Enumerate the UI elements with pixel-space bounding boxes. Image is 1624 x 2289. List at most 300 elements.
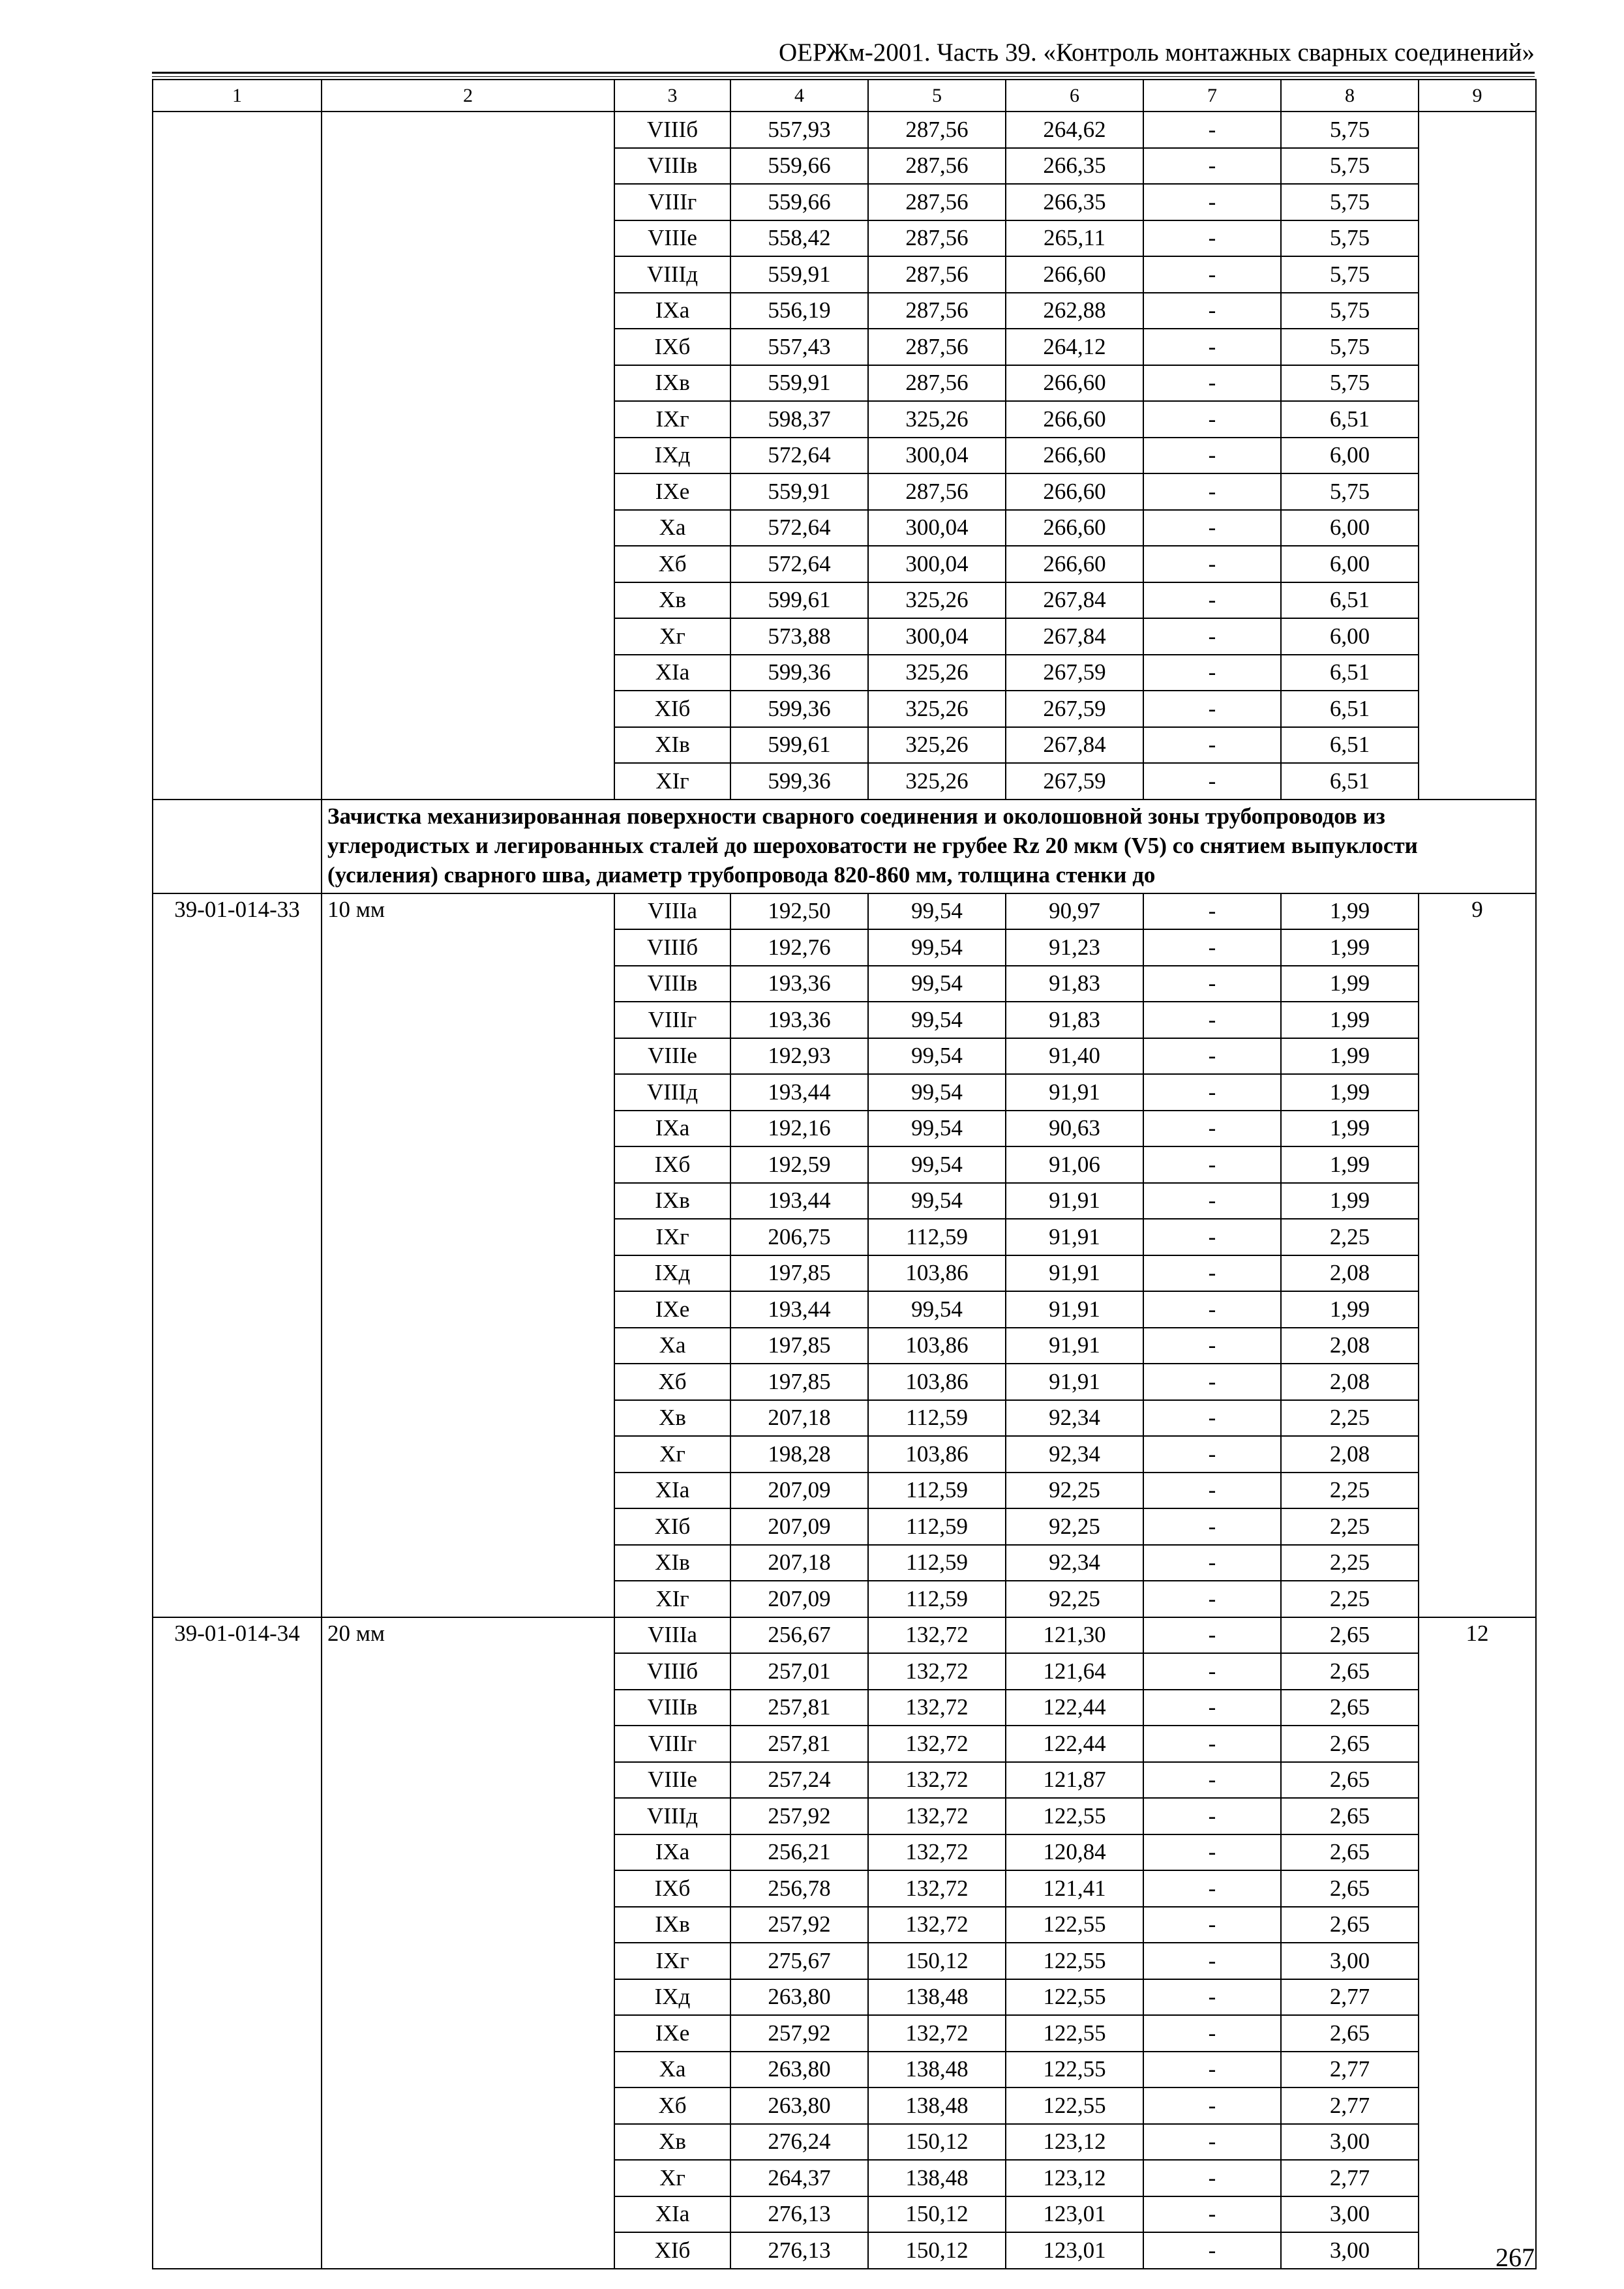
col6-cell: 91,23 xyxy=(1006,929,1143,966)
table-row xyxy=(153,112,1536,148)
page-number: 267 xyxy=(1496,2243,1535,2272)
tariff-category-cell: IXг xyxy=(614,401,730,438)
col8-cell: 6,51 xyxy=(1281,763,1419,800)
col8-cell: 1,99 xyxy=(1281,893,1419,930)
col6-cell: 266,60 xyxy=(1006,473,1143,510)
col8-cell: 2,77 xyxy=(1281,2052,1419,2088)
wall-thickness-cell: 20 мм xyxy=(322,1617,614,2269)
tariff-category-cell: VIIIа xyxy=(614,1617,730,1654)
section-description: Зачистка механизированная поверхности сварного соединения и околошовной зоны трубопроводов из углеродистых и легированных сталей до шероховатости не грубее Rz 20 мкм (V5) со снятием выпуклости (усиления) сварного шва, диаметр трубопровода 820-860 мм, толщина стенки до xyxy=(322,800,1536,893)
col5-cell: 99,54 xyxy=(868,1074,1006,1111)
col8-cell: 5,75 xyxy=(1281,473,1419,510)
tariff-category-cell: XIб xyxy=(614,1508,730,1545)
col6-cell: 265,11 xyxy=(1006,220,1143,257)
col4-cell: 276,13 xyxy=(730,2232,868,2269)
col8-cell: 2,65 xyxy=(1281,1617,1419,1654)
tariff-category-cell: VIIIб xyxy=(614,1653,730,1690)
col6-cell: 91,91 xyxy=(1006,1219,1143,1255)
col8-cell: 5,75 xyxy=(1281,329,1419,365)
col5-cell: 112,59 xyxy=(868,1473,1006,1509)
col6-cell: 91,91 xyxy=(1006,1255,1143,1292)
col8-cell: 1,99 xyxy=(1281,1183,1419,1219)
column-number-9: 9 xyxy=(1419,80,1536,112)
col5-cell: 287,56 xyxy=(868,256,1006,293)
col4-cell: 207,09 xyxy=(730,1473,868,1509)
col6-cell: 123,01 xyxy=(1006,2232,1143,2269)
col8-cell: 5,75 xyxy=(1281,365,1419,402)
col8-cell: 2,65 xyxy=(1281,1762,1419,1799)
col8-cell: 1,99 xyxy=(1281,1002,1419,1038)
col7-cell: - xyxy=(1143,691,1281,727)
col5-cell: 150,12 xyxy=(868,1943,1006,1979)
tariff-category-cell: VIIIв xyxy=(614,148,730,185)
col9-cell-empty xyxy=(1419,112,1536,800)
tariff-category-cell: XIб xyxy=(614,2232,730,2269)
tariff-category-cell: IXд xyxy=(614,1979,730,2016)
col8-cell: 5,75 xyxy=(1281,220,1419,257)
col4-cell: 192,16 xyxy=(730,1111,868,1147)
col4-cell: 572,64 xyxy=(730,546,868,582)
col5-cell: 300,04 xyxy=(868,510,1006,546)
col6-cell: 91,91 xyxy=(1006,1074,1143,1111)
tariff-category-cell: Xг xyxy=(614,618,730,655)
col6-cell: 122,44 xyxy=(1006,1690,1143,1726)
col5-cell: 325,26 xyxy=(868,727,1006,764)
page-header-title: ОЕРЖм-2001. Часть 39. «Контроль монтажных сварных соединений» xyxy=(779,38,1535,67)
table-row xyxy=(153,893,1536,930)
tariff-category-cell: Xв xyxy=(614,582,730,619)
col8-cell: 5,75 xyxy=(1281,184,1419,220)
header-rule-thick xyxy=(152,72,1535,74)
col4-cell: 192,76 xyxy=(730,929,868,966)
tariff-category-cell: Xа xyxy=(614,1328,730,1364)
col8-cell: 5,75 xyxy=(1281,148,1419,185)
tariff-category-cell: VIIIб xyxy=(614,112,730,148)
col8-cell: 1,99 xyxy=(1281,1146,1419,1183)
col5-cell: 99,54 xyxy=(868,893,1006,930)
col4-cell: 276,24 xyxy=(730,2124,868,2161)
col5-cell: 150,12 xyxy=(868,2124,1006,2161)
column-number-5: 5 xyxy=(868,80,1006,112)
col5-cell: 325,26 xyxy=(868,763,1006,800)
col4-cell: 572,64 xyxy=(730,510,868,546)
col6-cell: 267,84 xyxy=(1006,727,1143,764)
tariff-category-cell: Xб xyxy=(614,1364,730,1400)
col8-cell: 2,77 xyxy=(1281,2160,1419,2196)
col7-cell: - xyxy=(1143,293,1281,329)
col4-cell: 599,36 xyxy=(730,691,868,727)
col4-cell: 263,80 xyxy=(730,2052,868,2088)
col6-cell: 122,55 xyxy=(1006,2052,1143,2088)
col5-cell: 103,86 xyxy=(868,1328,1006,1364)
col7-cell: - xyxy=(1143,2015,1281,2052)
col7-cell: - xyxy=(1143,655,1281,691)
col8-cell: 1,99 xyxy=(1281,929,1419,966)
col6-cell: 267,84 xyxy=(1006,582,1143,619)
col6-cell: 92,25 xyxy=(1006,1508,1143,1545)
tariff-category-cell: VIIIд xyxy=(614,1074,730,1111)
col5-cell: 99,54 xyxy=(868,1183,1006,1219)
col8-cell: 5,75 xyxy=(1281,256,1419,293)
col4-cell: 206,75 xyxy=(730,1219,868,1255)
col5-cell: 138,48 xyxy=(868,2052,1006,2088)
col6-cell: 266,60 xyxy=(1006,256,1143,293)
col5-cell: 325,26 xyxy=(868,655,1006,691)
col8-cell: 1,99 xyxy=(1281,1291,1419,1328)
col4-cell: 193,36 xyxy=(730,966,868,1002)
col5-cell: 132,72 xyxy=(868,1834,1006,1871)
col8-cell: 6,00 xyxy=(1281,510,1419,546)
col4-cell: 197,85 xyxy=(730,1364,868,1400)
col6-cell: 123,12 xyxy=(1006,2160,1143,2196)
col4-cell: 559,91 xyxy=(730,473,868,510)
tariff-category-cell: IXг xyxy=(614,1219,730,1255)
col7-cell: - xyxy=(1143,1146,1281,1183)
col7-cell: - xyxy=(1143,1545,1281,1581)
tariff-category-cell: VIIIе xyxy=(614,1762,730,1799)
col8-cell: 2,65 xyxy=(1281,1726,1419,1762)
col5-cell: 300,04 xyxy=(868,546,1006,582)
col5-cell: 287,56 xyxy=(868,473,1006,510)
col5-cell: 112,59 xyxy=(868,1508,1006,1545)
tariff-category-cell: XIб xyxy=(614,691,730,727)
col8-cell: 2,65 xyxy=(1281,1690,1419,1726)
col6-cell: 90,97 xyxy=(1006,893,1143,930)
wall-thickness-cell: 10 мм xyxy=(322,893,614,1617)
col7-cell: - xyxy=(1143,1074,1281,1111)
col8-cell: 1,99 xyxy=(1281,966,1419,1002)
tariff-category-cell: IXв xyxy=(614,1907,730,1943)
col7-cell: - xyxy=(1143,510,1281,546)
col6-cell: 121,64 xyxy=(1006,1653,1143,1690)
col5-cell: 99,54 xyxy=(868,1146,1006,1183)
col5-cell: 132,72 xyxy=(868,1907,1006,1943)
col4-cell: 193,36 xyxy=(730,1002,868,1038)
col4-cell: 257,92 xyxy=(730,1798,868,1834)
col8-cell: 6,00 xyxy=(1281,546,1419,582)
col6-cell: 266,60 xyxy=(1006,510,1143,546)
col8-cell: 2,77 xyxy=(1281,2087,1419,2124)
col4-cell: 257,81 xyxy=(730,1690,868,1726)
col6-cell: 266,60 xyxy=(1006,546,1143,582)
col6-cell: 122,55 xyxy=(1006,1979,1143,2016)
col8-cell: 2,65 xyxy=(1281,1907,1419,1943)
col8-cell: 3,00 xyxy=(1281,1943,1419,1979)
tariff-category-cell: XIв xyxy=(614,727,730,764)
col7-cell: - xyxy=(1143,2052,1281,2088)
col5-cell: 132,72 xyxy=(868,1870,1006,1907)
col6-cell: 91,40 xyxy=(1006,1038,1143,1075)
tariff-category-cell: VIIIе xyxy=(614,220,730,257)
col6-cell: 91,83 xyxy=(1006,966,1143,1002)
tariff-category-cell: XIа xyxy=(614,655,730,691)
col5-cell: 99,54 xyxy=(868,1002,1006,1038)
tariff-category-cell: Xг xyxy=(614,2160,730,2196)
tariff-category-cell: VIIIд xyxy=(614,256,730,293)
col4-cell: 193,44 xyxy=(730,1074,868,1111)
col7-cell: - xyxy=(1143,2232,1281,2269)
col8-cell: 2,65 xyxy=(1281,1798,1419,1834)
col6-cell: 266,60 xyxy=(1006,365,1143,402)
tariff-category-cell: VIIIб xyxy=(614,929,730,966)
col7-cell: - xyxy=(1143,1111,1281,1147)
col6-cell: 266,60 xyxy=(1006,401,1143,438)
col7-cell: - xyxy=(1143,1762,1281,1799)
col5-cell: 287,56 xyxy=(868,148,1006,185)
col5-cell: 132,72 xyxy=(868,2015,1006,2052)
col4-cell: 599,61 xyxy=(730,727,868,764)
col6-cell: 267,59 xyxy=(1006,691,1143,727)
col5-cell: 99,54 xyxy=(868,966,1006,1002)
col5-cell: 138,48 xyxy=(868,1979,1006,2016)
col8-cell: 6,51 xyxy=(1281,582,1419,619)
col4-cell: 598,37 xyxy=(730,401,868,438)
column-number-3: 3 xyxy=(614,80,730,112)
col4-cell: 207,09 xyxy=(730,1581,868,1617)
col5-cell: 103,86 xyxy=(868,1436,1006,1473)
col5-cell: 138,48 xyxy=(868,2160,1006,2196)
col5-cell: 99,54 xyxy=(868,1111,1006,1147)
col7-cell: - xyxy=(1143,1979,1281,2016)
col8-cell: 2,25 xyxy=(1281,1473,1419,1509)
col8-cell: 2,65 xyxy=(1281,1653,1419,1690)
col7-cell: - xyxy=(1143,473,1281,510)
col5-cell: 300,04 xyxy=(868,438,1006,474)
col6-cell: 122,55 xyxy=(1006,2087,1143,2124)
col5-cell: 132,72 xyxy=(868,1726,1006,1762)
col8-cell: 6,00 xyxy=(1281,438,1419,474)
col7-cell: - xyxy=(1143,1690,1281,1726)
col6-cell: 262,88 xyxy=(1006,293,1143,329)
tariff-category-cell: IXе xyxy=(614,473,730,510)
tariff-category-cell: Xб xyxy=(614,546,730,582)
col8-cell: 5,75 xyxy=(1281,293,1419,329)
col4-cell: 559,66 xyxy=(730,184,868,220)
tariff-category-cell: IXг xyxy=(614,1943,730,1979)
tariff-category-cell: IXв xyxy=(614,365,730,402)
section-description-row xyxy=(153,800,1536,893)
col7-cell: - xyxy=(1143,929,1281,966)
col5-cell: 287,56 xyxy=(868,112,1006,148)
col5-cell: 132,72 xyxy=(868,1617,1006,1654)
col6-cell: 267,84 xyxy=(1006,618,1143,655)
table-row xyxy=(153,1617,1536,1654)
col7-cell: - xyxy=(1143,893,1281,930)
col8-cell: 6,51 xyxy=(1281,401,1419,438)
col8-cell: 2,77 xyxy=(1281,1979,1419,2016)
column-number-2: 2 xyxy=(322,80,614,112)
col7-cell: - xyxy=(1143,2124,1281,2161)
col6-cell: 122,55 xyxy=(1006,1798,1143,1834)
col4-cell: 263,80 xyxy=(730,1979,868,2016)
col5-cell: 325,26 xyxy=(868,691,1006,727)
col5-cell: 287,56 xyxy=(868,220,1006,257)
col4-cell: 198,28 xyxy=(730,1436,868,1473)
col6-cell: 122,55 xyxy=(1006,2015,1143,2052)
code-cell-empty xyxy=(153,112,322,800)
col8-cell: 2,25 xyxy=(1281,1545,1419,1581)
tariff-category-cell: VIIIг xyxy=(614,1002,730,1038)
tariff-category-cell: IXв xyxy=(614,1183,730,1219)
col4-cell: 599,36 xyxy=(730,763,868,800)
tariff-category-cell: IXд xyxy=(614,1255,730,1292)
col7-cell: - xyxy=(1143,727,1281,764)
col4-cell: 193,44 xyxy=(730,1291,868,1328)
tariff-category-cell: IXд xyxy=(614,438,730,474)
col6-cell: 91,91 xyxy=(1006,1291,1143,1328)
col7-cell: - xyxy=(1143,2087,1281,2124)
col7-cell: - xyxy=(1143,2160,1281,2196)
tariff-category-cell: IXе xyxy=(614,2015,730,2052)
col6-cell: 123,01 xyxy=(1006,2196,1143,2233)
col9-value-cell: 9 xyxy=(1419,893,1536,1617)
col8-cell: 6,00 xyxy=(1281,618,1419,655)
tariff-category-cell: VIIIг xyxy=(614,1726,730,1762)
col6-cell: 122,44 xyxy=(1006,1726,1143,1762)
tariff-category-cell: Xг xyxy=(614,1436,730,1473)
col7-cell: - xyxy=(1143,1219,1281,1255)
col9-value-cell: 12 xyxy=(1419,1617,1536,2269)
col8-cell: 2,25 xyxy=(1281,1219,1419,1255)
col6-cell: 90,63 xyxy=(1006,1111,1143,1147)
col5-cell: 99,54 xyxy=(868,929,1006,966)
col8-cell: 5,75 xyxy=(1281,112,1419,148)
tariff-category-cell: Xа xyxy=(614,2052,730,2088)
col7-cell: - xyxy=(1143,1798,1281,1834)
col6-cell: 267,59 xyxy=(1006,763,1143,800)
col8-cell: 2,25 xyxy=(1281,1581,1419,1617)
tariff-category-cell: XIв xyxy=(614,1545,730,1581)
tariff-category-cell: XIа xyxy=(614,1473,730,1509)
col7-cell: - xyxy=(1143,1400,1281,1437)
col4-cell: 275,67 xyxy=(730,1943,868,1979)
col5-cell: 99,54 xyxy=(868,1291,1006,1328)
col7-cell: - xyxy=(1143,401,1281,438)
col7-cell: - xyxy=(1143,329,1281,365)
col4-cell: 257,92 xyxy=(730,2015,868,2052)
col7-cell: - xyxy=(1143,618,1281,655)
header-rule-thin xyxy=(152,76,1535,77)
col6-cell: 92,34 xyxy=(1006,1545,1143,1581)
col5-cell: 287,56 xyxy=(868,365,1006,402)
col4-cell: 557,43 xyxy=(730,329,868,365)
col5-cell: 132,72 xyxy=(868,1653,1006,1690)
col5-cell: 287,56 xyxy=(868,184,1006,220)
col4-cell: 256,21 xyxy=(730,1834,868,1871)
tariff-category-cell: Xв xyxy=(614,1400,730,1437)
col7-cell: - xyxy=(1143,148,1281,185)
col7-cell: - xyxy=(1143,1038,1281,1075)
col7-cell: - xyxy=(1143,1870,1281,1907)
col6-cell: 92,34 xyxy=(1006,1436,1143,1473)
col4-cell: 193,44 xyxy=(730,1183,868,1219)
tariff-category-cell: Xа xyxy=(614,510,730,546)
col8-cell: 1,99 xyxy=(1281,1111,1419,1147)
tariff-category-cell: IXа xyxy=(614,1834,730,1871)
col4-cell: 572,64 xyxy=(730,438,868,474)
col7-cell: - xyxy=(1143,1943,1281,1979)
col8-cell: 2,08 xyxy=(1281,1255,1419,1292)
col7-cell: - xyxy=(1143,1436,1281,1473)
col5-cell: 112,59 xyxy=(868,1219,1006,1255)
col5-cell: 103,86 xyxy=(868,1255,1006,1292)
col4-cell: 556,19 xyxy=(730,293,868,329)
col8-cell: 3,00 xyxy=(1281,2124,1419,2161)
col4-cell: 257,81 xyxy=(730,1726,868,1762)
col4-cell: 192,59 xyxy=(730,1146,868,1183)
col8-cell: 2,65 xyxy=(1281,1870,1419,1907)
section-code-empty-cell xyxy=(153,800,322,893)
tariff-category-cell: IXб xyxy=(614,1870,730,1907)
col7-cell: - xyxy=(1143,1473,1281,1509)
col7-cell: - xyxy=(1143,438,1281,474)
col8-cell: 2,65 xyxy=(1281,2015,1419,2052)
col4-cell: 264,37 xyxy=(730,2160,868,2196)
column-number-7: 7 xyxy=(1143,80,1281,112)
tariff-category-cell: VIIIв xyxy=(614,966,730,1002)
norms-table xyxy=(152,79,1537,2269)
col6-cell: 264,12 xyxy=(1006,329,1143,365)
tariff-category-cell: XIа xyxy=(614,2196,730,2233)
col4-cell: 559,91 xyxy=(730,365,868,402)
tariff-category-cell: IXа xyxy=(614,293,730,329)
col6-cell: 92,25 xyxy=(1006,1581,1143,1617)
col4-cell: 558,42 xyxy=(730,220,868,257)
col4-cell: 192,93 xyxy=(730,1038,868,1075)
tariff-category-cell: Xв xyxy=(614,2124,730,2161)
col4-cell: 197,85 xyxy=(730,1255,868,1292)
col7-cell: - xyxy=(1143,582,1281,619)
col4-cell: 263,80 xyxy=(730,2087,868,2124)
col7-cell: - xyxy=(1143,1617,1281,1654)
col6-cell: 122,55 xyxy=(1006,1907,1143,1943)
col8-cell: 2,08 xyxy=(1281,1364,1419,1400)
tariff-category-cell: IXб xyxy=(614,1146,730,1183)
col5-cell: 103,86 xyxy=(868,1364,1006,1400)
col6-cell: 121,87 xyxy=(1006,1762,1143,1799)
column-numbers-row xyxy=(153,80,1536,112)
column-number-6: 6 xyxy=(1006,80,1143,112)
col6-cell: 91,06 xyxy=(1006,1146,1143,1183)
col4-cell: 257,01 xyxy=(730,1653,868,1690)
col6-cell: 266,60 xyxy=(1006,438,1143,474)
col4-cell: 573,88 xyxy=(730,618,868,655)
col6-cell: 120,84 xyxy=(1006,1834,1143,1871)
col6-cell: 266,35 xyxy=(1006,184,1143,220)
col7-cell: - xyxy=(1143,1834,1281,1871)
col7-cell: - xyxy=(1143,365,1281,402)
col7-cell: - xyxy=(1143,1328,1281,1364)
col4-cell: 559,66 xyxy=(730,148,868,185)
col8-cell: 6,51 xyxy=(1281,655,1419,691)
col7-cell: - xyxy=(1143,1726,1281,1762)
col5-cell: 325,26 xyxy=(868,582,1006,619)
col8-cell: 2,25 xyxy=(1281,1400,1419,1437)
col6-cell: 267,59 xyxy=(1006,655,1143,691)
col7-cell: - xyxy=(1143,256,1281,293)
col6-cell: 92,34 xyxy=(1006,1400,1143,1437)
col5-cell: 99,54 xyxy=(868,1038,1006,1075)
col5-cell: 287,56 xyxy=(868,293,1006,329)
col4-cell: 207,18 xyxy=(730,1400,868,1437)
col4-cell: 257,92 xyxy=(730,1907,868,1943)
col5-cell: 150,12 xyxy=(868,2232,1006,2269)
col4-cell: 256,78 xyxy=(730,1870,868,1907)
tariff-category-cell: XIг xyxy=(614,763,730,800)
col7-cell: - xyxy=(1143,1255,1281,1292)
col7-cell: - xyxy=(1143,2196,1281,2233)
col5-cell: 138,48 xyxy=(868,2087,1006,2124)
